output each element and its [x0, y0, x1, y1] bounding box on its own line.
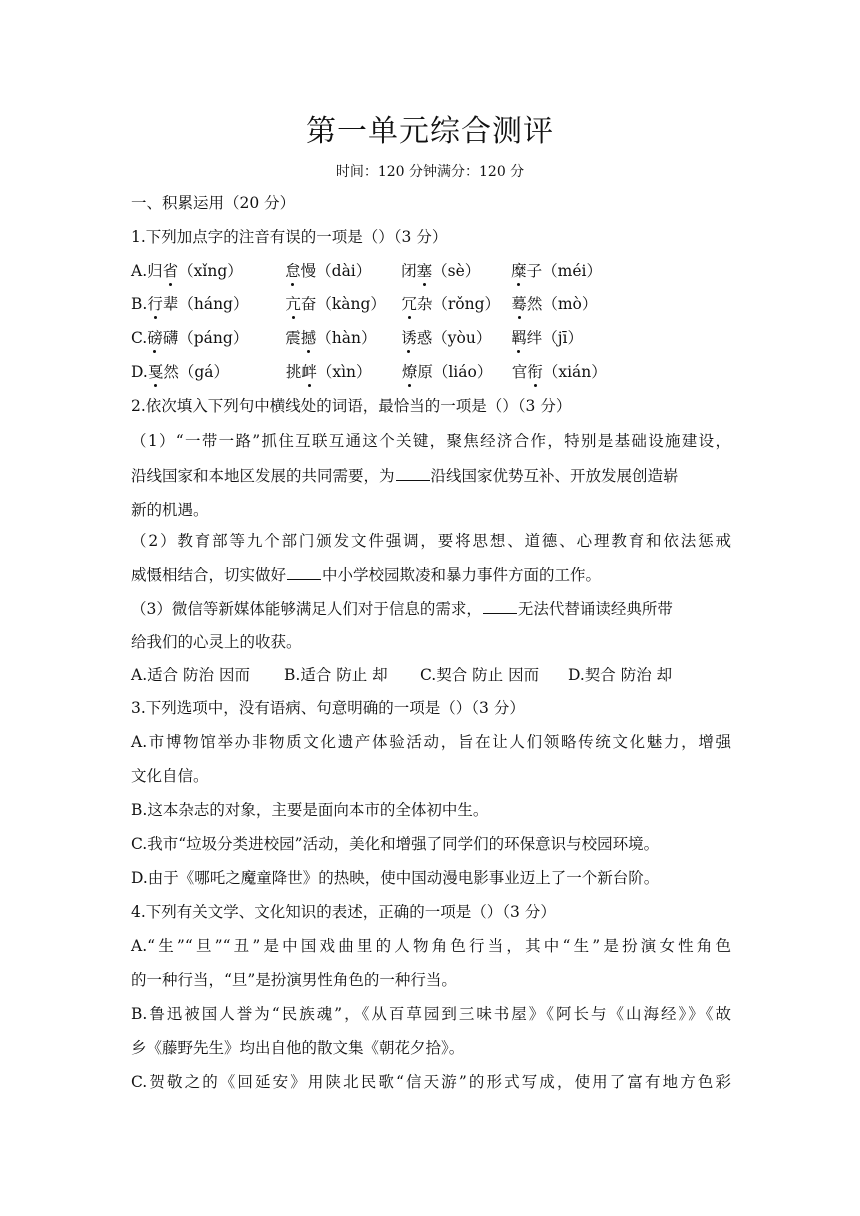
fill-blank	[483, 599, 517, 614]
q1-option-d: D.戛然（gá） 挑衅（xìn） 燎原（liáo） 官衔（xián）	[131, 363, 607, 381]
q1-option-c: C.磅礴（páng） 震撼（hàn） 诱惑（yòu） 羁绊（jī）	[131, 329, 584, 347]
q3-option-c: C.我市“垃圾分类进校园”活动，美化和增强了同学们的环保意识与校园环境。	[131, 835, 660, 853]
q1-option-a: A.归省（xǐng） 怠慢（dài） 闭塞（sè） 糜子（méi）	[131, 262, 602, 280]
q3-option-d: D.由于《哪吒之魔童降世》的热映，使中国动漫电影事业迈上了一个新台阶。	[131, 869, 660, 887]
q2-sentence-3-end: 给我们的心灵上的收获。	[131, 633, 302, 651]
q4-option-a: A.“生”“旦”“丑”是中国戏曲里的人物角色行当，其中“生”是扮演女性角色	[131, 937, 731, 955]
question-3-stem: 3.下列选项中，没有语病、句意明确的一项是（）（3 分）	[131, 699, 525, 717]
q2-sentence-1-cont: 沿线国家和本地区发展的共同需要，为 沿线国家优势互补、开放发展创造崭	[131, 467, 679, 485]
section-heading: 一、积累运用（20 分）	[131, 194, 296, 212]
question-2-stem: 2.依次填入下列句中横线处的词语，最恰当的一项是（）（3 分）	[131, 397, 572, 415]
q4-option-c: C.贺敬之的《回延安》用陕北民歌“信天游”的形式写成，使用了富有地方色彩	[131, 1073, 731, 1091]
q3-option-b: B.这本杂志的对象，主要是面向本市的全体初中生。	[131, 801, 489, 819]
q2-options: A.适合 防治 因而 B.适合 防止 却 C.契合 防止 因而 D.契合 防治 却	[131, 666, 673, 684]
fill-blank	[396, 466, 430, 481]
question-4-stem: 4.下列有关文学、文化知识的表述，正确的一项是（）（3 分）	[131, 903, 556, 921]
q2-sentence-1: （1）“一带一路”抓住互联互通这个关键，聚焦经济合作，特别是基础设施建设，	[131, 432, 731, 450]
q2-sentence-3: （3）微信等新媒体能够满足人们对于信息的需求， 无法代替诵读经典所带	[131, 600, 673, 618]
q4-option-a-cont: 的一种行当，“旦”是扮演男性角色的一种行当。	[131, 971, 457, 989]
q1-option-b: B.行辈（háng） 亢奋（kàng） 冗杂（rǒng） 蓦然（mò）	[131, 295, 598, 313]
exam-info: 时间：120 分钟满分：120 分	[335, 164, 525, 180]
q3-option-a: A.市博物馆举办非物质文化遗产体验活动，旨在让人们领略传统文化魅力，增强	[131, 733, 731, 751]
page-title: 第一单元综合测评	[306, 114, 554, 149]
q4-option-b: B.鲁迅被国人誉为“民族魂”，《从百草园到三味书屋》《阿长与《山海经》》《故	[131, 1005, 731, 1023]
question-1-stem: 1.下列加点字的注音有误的一项是（）（3 分）	[131, 228, 448, 246]
fill-blank	[287, 565, 321, 580]
q2-sentence-1-end: 新的机遇。	[131, 501, 209, 519]
q3-option-a-cont: 文化自信。	[131, 767, 209, 785]
q4-option-b-cont: 乡《藤野先生》均出自他的散文集《朝花夕拾》。	[131, 1039, 465, 1057]
q2-sentence-2-cont: 威慑相结合，切实做好 中小学校园欺凌和暴力事件方面的工作。	[131, 566, 602, 584]
q2-sentence-2: （2）教育部等九个部门颁发文件强调，要将思想、道德、心理教育和依法惩戒	[131, 532, 731, 550]
